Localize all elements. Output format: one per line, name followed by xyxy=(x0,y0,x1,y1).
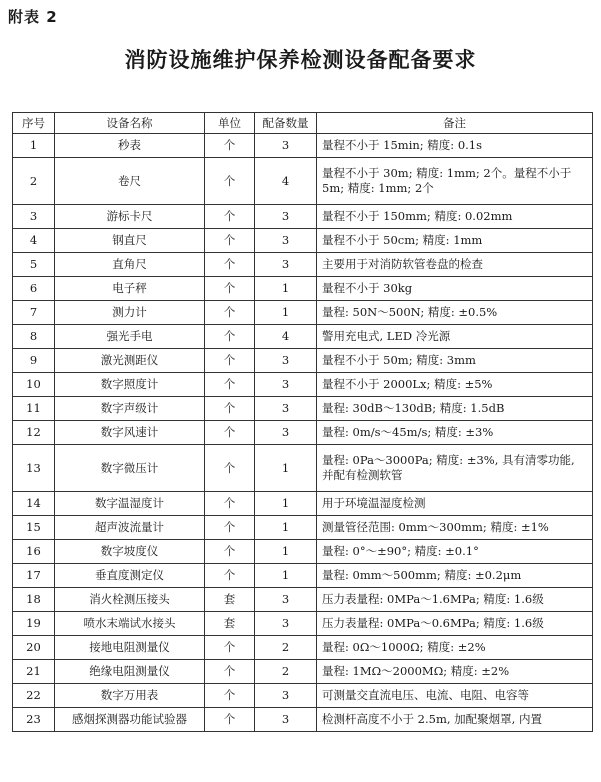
quantity-cell: 3 xyxy=(255,349,317,373)
unit-cell: 个 xyxy=(205,445,255,492)
note-cell: 压力表量程: 0MPa～1.6MPa; 精度: 1.6级 xyxy=(317,588,593,612)
row-number: 18 xyxy=(13,588,55,612)
equipment-name: 强光手电 xyxy=(55,325,205,349)
quantity-cell: 3 xyxy=(255,612,317,636)
unit-cell: 个 xyxy=(205,277,255,301)
note-cell: 检测杆高度不小于 2.5m, 加配聚烟罩, 内置 xyxy=(317,708,593,732)
table-row xyxy=(13,708,593,732)
equipment-name: 垂直度测定仪 xyxy=(55,564,205,588)
equipment-name: 数字坡度仪 xyxy=(55,540,205,564)
row-number: 9 xyxy=(13,349,55,373)
quantity-cell: 1 xyxy=(255,445,317,492)
row-number: 14 xyxy=(13,492,55,516)
unit-cell: 套 xyxy=(205,588,255,612)
unit-cell: 个 xyxy=(205,540,255,564)
row-number: 12 xyxy=(13,421,55,445)
row-number: 13 xyxy=(13,445,55,492)
table-row xyxy=(13,684,593,708)
note-cell: 警用充电式, LED 冷光源 xyxy=(317,325,593,349)
equipment-name: 接地电阻测量仪 xyxy=(55,636,205,660)
quantity-cell: 4 xyxy=(255,325,317,349)
note-cell: 用于环境温湿度检测 xyxy=(317,492,593,516)
equipment-name: 数字微压计 xyxy=(55,445,205,492)
equipment-name: 电子秤 xyxy=(55,277,205,301)
table-row xyxy=(13,301,593,325)
table-row xyxy=(13,373,593,397)
note-cell: 量程不小于 2000Lx; 精度: ±5% xyxy=(317,373,593,397)
unit-cell: 个 xyxy=(205,373,255,397)
note-cell: 量程: 0Ω～1000Ω; 精度: ±2% xyxy=(317,636,593,660)
unit-cell: 个 xyxy=(205,134,255,158)
quantity-cell: 1 xyxy=(255,492,317,516)
note-cell: 量程不小于 50m; 精度: 3mm xyxy=(317,349,593,373)
row-number: 8 xyxy=(13,325,55,349)
row-number: 16 xyxy=(13,540,55,564)
note-cell: 量程不小于 30kg xyxy=(317,277,593,301)
table-row xyxy=(13,636,593,660)
row-number: 7 xyxy=(13,301,55,325)
row-number: 6 xyxy=(13,277,55,301)
note-cell: 量程: 30dB～130dB; 精度: 1.5dB xyxy=(317,397,593,421)
table-header-row xyxy=(13,113,593,134)
quantity-cell: 3 xyxy=(255,397,317,421)
unit-cell: 个 xyxy=(205,636,255,660)
note-cell: 量程不小于 30m; 精度: 1mm; 2个。量程不小于 5m; 精度: 1mm; 2个 xyxy=(317,158,593,205)
quantity-cell: 1 xyxy=(255,564,317,588)
quantity-cell: 3 xyxy=(255,205,317,229)
quantity-cell: 1 xyxy=(255,516,317,540)
column-header-number: 序号 xyxy=(13,113,55,134)
table-row xyxy=(13,158,593,205)
row-number: 3 xyxy=(13,205,55,229)
unit-cell: 个 xyxy=(205,684,255,708)
row-number: 2 xyxy=(13,158,55,205)
note-cell: 量程不小于 50cm; 精度: 1mm xyxy=(317,229,593,253)
unit-cell: 个 xyxy=(205,421,255,445)
table-row xyxy=(13,253,593,277)
row-number: 17 xyxy=(13,564,55,588)
equipment-name: 钢直尺 xyxy=(55,229,205,253)
quantity-cell: 3 xyxy=(255,373,317,397)
note-cell: 量程: 50N～500N; 精度: ±0.5% xyxy=(317,301,593,325)
table-row xyxy=(13,588,593,612)
note-cell: 压力表量程: 0MPa～0.6MPa; 精度: 1.6级 xyxy=(317,612,593,636)
equipment-name: 超声波流量计 xyxy=(55,516,205,540)
row-number: 5 xyxy=(13,253,55,277)
unit-cell: 个 xyxy=(205,205,255,229)
equipment-name: 数字万用表 xyxy=(55,684,205,708)
table-row xyxy=(13,516,593,540)
table-row xyxy=(13,612,593,636)
equipment-name: 数字声级计 xyxy=(55,397,205,421)
note-cell: 可测量交直流电压、电流、电阻、电容等 xyxy=(317,684,593,708)
equipment-name: 感烟探测器功能试验器 xyxy=(55,708,205,732)
quantity-cell: 3 xyxy=(255,684,317,708)
table-row xyxy=(13,421,593,445)
unit-cell: 个 xyxy=(205,253,255,277)
note-cell: 量程: 0mm～500mm; 精度: ±0.2μm xyxy=(317,564,593,588)
unit-cell: 个 xyxy=(205,564,255,588)
row-number: 15 xyxy=(13,516,55,540)
row-number: 21 xyxy=(13,660,55,684)
equipment-name: 测力计 xyxy=(55,301,205,325)
equipment-name: 数字温湿度计 xyxy=(55,492,205,516)
note-cell: 量程: 0°～±90°; 精度: ±0.1° xyxy=(317,540,593,564)
equipment-name: 卷尺 xyxy=(55,158,205,205)
equipment-name: 直角尺 xyxy=(55,253,205,277)
row-number: 23 xyxy=(13,708,55,732)
table-row xyxy=(13,277,593,301)
note-cell: 量程不小于 15min; 精度: 0.1s xyxy=(317,134,593,158)
equipment-name: 喷水末端试水接头 xyxy=(55,612,205,636)
equipment-name: 数字照度计 xyxy=(55,373,205,397)
table-row xyxy=(13,229,593,253)
quantity-cell: 3 xyxy=(255,708,317,732)
table-row xyxy=(13,540,593,564)
equipment-name: 激光测距仪 xyxy=(55,349,205,373)
note-cell: 量程不小于 150mm; 精度: 0.02mm xyxy=(317,205,593,229)
quantity-cell: 3 xyxy=(255,229,317,253)
unit-cell: 个 xyxy=(205,516,255,540)
equipment-name: 绝缘电阻测量仪 xyxy=(55,660,205,684)
column-header-note: 备注 xyxy=(317,113,593,134)
equipment-name: 数字风速计 xyxy=(55,421,205,445)
table-row xyxy=(13,564,593,588)
unit-cell: 个 xyxy=(205,325,255,349)
table-row xyxy=(13,205,593,229)
quantity-cell: 1 xyxy=(255,301,317,325)
equipment-name: 消火栓测压接头 xyxy=(55,588,205,612)
unit-cell: 个 xyxy=(205,229,255,253)
row-number: 10 xyxy=(13,373,55,397)
equipment-name: 秒表 xyxy=(55,134,205,158)
unit-cell: 个 xyxy=(205,660,255,684)
quantity-cell: 2 xyxy=(255,636,317,660)
note-cell: 测量管径范围: 0mm～300mm; 精度: ±1% xyxy=(317,516,593,540)
unit-cell: 个 xyxy=(205,349,255,373)
table-row xyxy=(13,349,593,373)
unit-cell: 个 xyxy=(205,708,255,732)
document-title: 消防设施维护保养检测设备配备要求 xyxy=(124,47,477,72)
table-row xyxy=(13,325,593,349)
note-cell: 主要用于对消防软管卷盘的检查 xyxy=(317,253,593,277)
equipment-table xyxy=(12,112,593,732)
row-number: 20 xyxy=(13,636,55,660)
unit-cell: 个 xyxy=(205,492,255,516)
table-body xyxy=(13,134,593,732)
row-number: 1 xyxy=(13,134,55,158)
row-number: 19 xyxy=(13,612,55,636)
note-cell: 量程: 0Pa～3000Pa; 精度: ±3%, 具有清零功能, 并配有检测软管 xyxy=(317,445,593,492)
quantity-cell: 2 xyxy=(255,660,317,684)
column-header-unit: 单位 xyxy=(205,113,255,134)
table-row xyxy=(13,397,593,421)
quantity-cell: 3 xyxy=(255,134,317,158)
note-cell: 量程: 1MΩ～2000MΩ; 精度: ±2% xyxy=(317,660,593,684)
unit-cell: 个 xyxy=(205,301,255,325)
quantity-cell: 1 xyxy=(255,277,317,301)
unit-cell: 套 xyxy=(205,612,255,636)
table-row xyxy=(13,660,593,684)
row-number: 22 xyxy=(13,684,55,708)
row-number: 11 xyxy=(13,397,55,421)
column-header-quantity: 配备数量 xyxy=(255,113,317,134)
table-row xyxy=(13,492,593,516)
quantity-cell: 4 xyxy=(255,158,317,205)
quantity-cell: 3 xyxy=(255,588,317,612)
unit-cell: 个 xyxy=(205,158,255,205)
row-number: 4 xyxy=(13,229,55,253)
quantity-cell: 3 xyxy=(255,253,317,277)
table-row xyxy=(13,445,593,492)
appendix-label: 附表 2 xyxy=(8,8,58,26)
column-header-name: 设备名称 xyxy=(55,113,205,134)
quantity-cell: 1 xyxy=(255,540,317,564)
quantity-cell: 3 xyxy=(255,421,317,445)
table-row xyxy=(13,134,593,158)
equipment-name: 游标卡尺 xyxy=(55,205,205,229)
note-cell: 量程: 0m/s～45m/s; 精度: ±3% xyxy=(317,421,593,445)
unit-cell: 个 xyxy=(205,397,255,421)
